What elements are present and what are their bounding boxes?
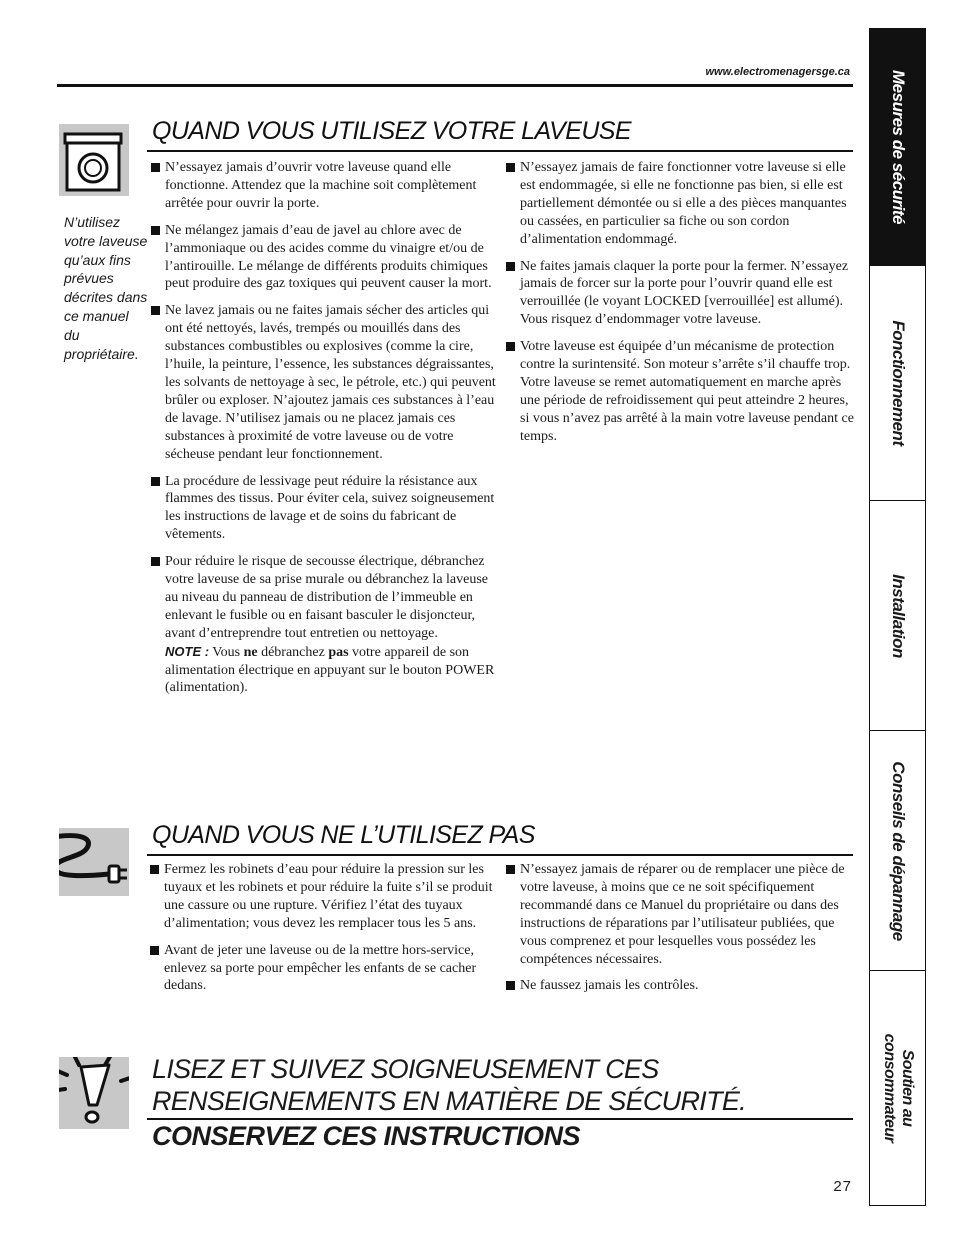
tab-conseils-de-depannage[interactable]: Conseils de dépannage [870, 731, 925, 971]
section-title-using: QUAND VOUS UTILISEZ VOTRE LAVEUSE [152, 117, 631, 145]
list-item: Pour réduire le risque de secousse électrique, débranchez votre laveuse de sa prise murale ou débranchez la laveuse au niveau du panneau de distribution de l’immeuble en enlevant le fusible ou en faisant basculer le disjoncteur, avant d’entreprendre tout entretien ou nettoyage. NOTE : Vous ne débranchez pas votre appareil de son alimentation électrique en appuyant sur le bouton POWER (alimentation). [151, 553, 501, 697]
warning-title: LISEZ ET SUIVEZ SOIGNEUSEMENT CES RENSEIGNEMENTS EN MATIÈRE DE SÉCURITÉ. [152, 1054, 746, 1116]
tab-fonctionnement[interactable]: Fonctionnement [870, 266, 925, 501]
list-item: N’essayez jamais de faire fonctionner votre laveuse si elle est endommagée, si elle ne fonctionne pas bien, si elle est partiellement démontée ou si elle a des pièces manquantes ou cassées, en particulier sa fiche ou son cordon d’alimentation endommagé. [506, 159, 854, 249]
section2-right-column [506, 861, 854, 1004]
section-tabs [869, 28, 926, 1206]
bullet-square-icon [150, 865, 159, 874]
bullet-square-icon [151, 226, 160, 235]
section-rule-using [147, 150, 853, 152]
list-item: Votre laveuse est équipée d’un mécanisme de protection contre la surintensité. Son moteur s’arrête s’il chauffe trop. Votre laveuse se remet automatiquement en marche après une période de refroidissement qui peut atteindre 2 heures, si vous n’avez pas arrêté à la main votre laveuse pendant ce temps. [506, 338, 854, 445]
section-rule-not-using [147, 854, 853, 856]
list-item: Ne faussez jamais les contrôles. [506, 977, 854, 995]
list-item: Ne faites jamais claquer la porte pour la fermer. N’essayez jamais de forcer sur la porte pour l’ouvrir quand elle est verrouillée (le voyant LOCKED [verrouillée] est allumé). Vous risquez d’endommager votre laveuse. [506, 258, 854, 330]
section1-left-column [151, 159, 501, 706]
list-item: Avant de jeter une laveuse ou de la mettre hors-service, enlevez sa porte pour empêcher les enfants de se cacher dedans. [150, 942, 500, 996]
power-plug-icon [59, 828, 129, 896]
tab-installation[interactable]: Installation [870, 501, 925, 731]
tab-soutien-au-consommateur[interactable]: Soutien au consommateur [880, 1033, 916, 1143]
bullet-square-icon [506, 262, 515, 271]
note-label: NOTE : [165, 643, 210, 659]
tab-mesures-de-securite[interactable]: Mesures de sécurité [870, 29, 925, 266]
bullet-square-icon [150, 946, 159, 955]
list-item: Fermez les robinets d’eau pour réduire la pression sur les tuyaux et les robinets et pour réduire la fuite s’il se produit une cassure ou une rupture. Vérifiez l’état des tuyaux d’alimentation; vous devez les remplacer tous les 5 ans. [150, 861, 500, 933]
section2-left-column [150, 861, 500, 1004]
top-rule [57, 84, 853, 87]
list-item: N’essayez jamais d’ouvrir votre laveuse quand elle fonctionne. Attendez que la machine soit complètement arrêtée pour ouvrir la porte. [151, 159, 501, 213]
list-item: N’essayez jamais de réparer ou de remplacer une pièce de votre laveuse, à moins que ce ne soit spécifiquement recommandé dans ce Manuel du propriétaire ou dans des instructions de réparations par l’utilisateur publiées, que vous comprenez et pour lesquelles vous possédez les compétences nécessaires. [506, 861, 854, 968]
bullet-square-icon [151, 163, 160, 172]
section1-right-column [506, 159, 854, 455]
warning-exclamation-icon [59, 1057, 129, 1129]
bullet-square-icon [506, 865, 515, 874]
list-item: Ne mélangez jamais d’eau de javel au chlore avec de l’ammoniaque ou des acides comme du vinaigre et/ou de l’antirouille. Le mélange de différents produits chimiques peut produire des gaz toxiques qui peuvent causer la mort. [151, 222, 501, 294]
side-note: N’utilisez votre laveuse qu’aux fins prévues décrites dans ce manuel du propriétaire. [64, 214, 148, 362]
keep-instructions: CONSERVEZ CES INSTRUCTIONS [152, 1121, 581, 1151]
bullet-square-icon [506, 981, 515, 990]
washer-icon [59, 124, 129, 196]
list-item: Ne lavez jamais ou ne faites jamais sécher des articles qui ont été nettoyés, lavés, trempés ou mouillés dans des substances combustibles ou explosives (comme la cire, l’huile, la peinture, l’essence, les substances dégraissantes, les solvants de nettoyage à sec, le pétrole, etc.) qui peuvent brûler ou exploser. N’ajoutez jamais ces substances à l’eau de lavage. N’utilisez jamais ou ne placez jamais ces substances à proximité de votre laveuse ou de votre sécheuse pendant leur fonctionnement. [151, 302, 501, 463]
bullet-square-icon [151, 477, 160, 486]
warning-rule [147, 1118, 853, 1120]
bullet-square-icon [151, 306, 160, 315]
bullet-square-icon [151, 557, 160, 566]
page-number: 27 [833, 1178, 852, 1195]
bullet-square-icon [506, 342, 515, 351]
bullet-square-icon [506, 163, 515, 172]
website-url: www.electromenagersge.ca [705, 66, 850, 78]
section-title-not-using: QUAND VOUS NE L’UTILISEZ PAS [152, 821, 535, 849]
list-item: La procédure de lessivage peut réduire la résistance aux flammes des tissus. Pour éviter cela, suivez soigneusement les instructions de lavage et de soins du fabricant de vêtements. [151, 473, 501, 545]
